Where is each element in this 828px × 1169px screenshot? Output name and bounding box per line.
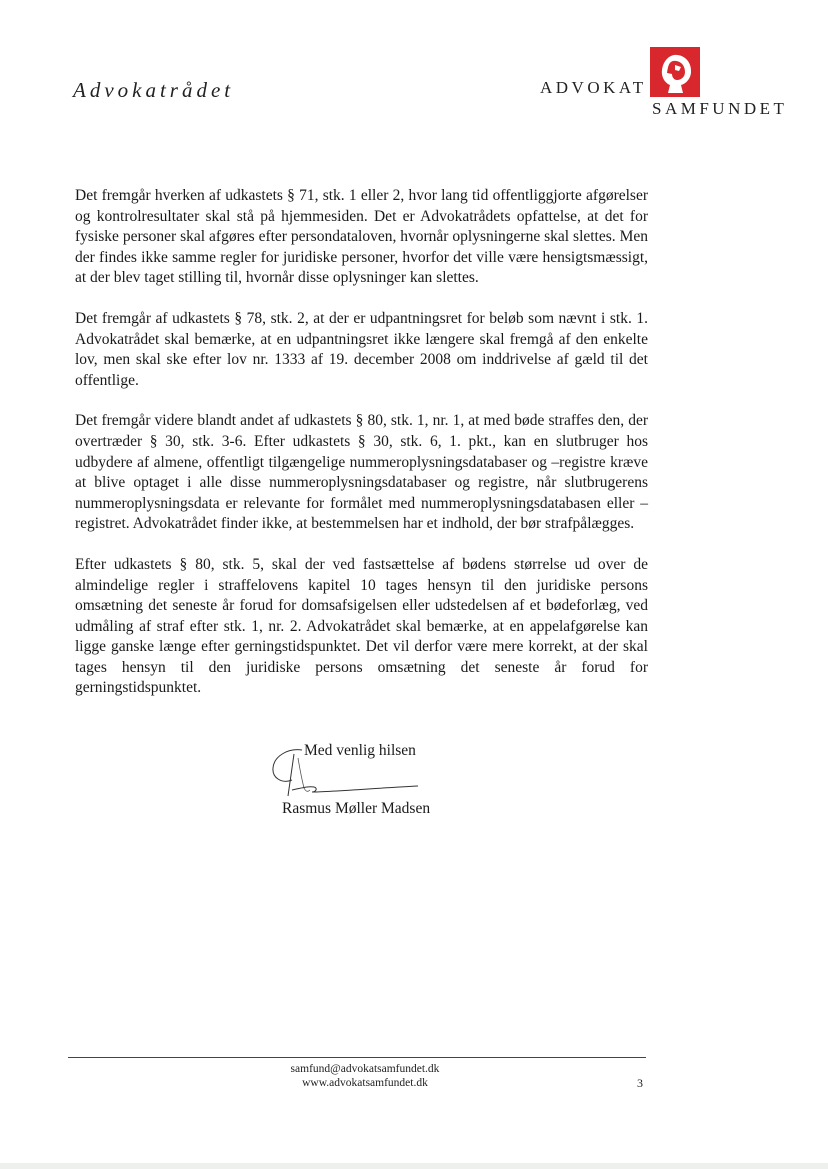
paragraph-3: Det fremgår videre blandt andet af udkastets § 80, stk. 1, nr. 1, at med bøde straffes den, der overtræder § 30, stk. 3-6. Efter udkastets § 30, stk. 6, 1. pkt., kan en slutbruger hos udbydere af almene, offentligt tilgængelige nummeroplysningsdatabaser og –registre kræve at blive optaget i alle disse nummeroplysningsdatabaser og registre, når slutbrugerens nummeroplysningsdata er relevante for formålet med nummeroplysningsdatabasen eller –registret. Advokatrådet finder ikke, at bestemmelsen har et indhold, der bør strafpålægges. — [75, 412, 648, 533]
paragraph-2: Det fremgår af udkastets § 78, stk. 2, at der er udpantningsret for beløb som nævnt i stk. 1. Advokatrådet skal bemærke, at en udpantningsret ikke længere skal fremgå af den enkelte lov, men skal ske efter lov nr. 1333 af 19. december 2008 om inddrivelse af gæld til det offentlige. — [75, 309, 648, 389]
closing-block — [268, 740, 468, 830]
header-title: Advokatrådet — [73, 78, 235, 102]
paragraph-1: Det fremgår hverken af udkastets § 71, stk. 1 eller 2, hvor lang tid offentliggjorte afgørelser og kontrolresultater skal stå på hjemmesiden. Det er Advokatrådets opfattelse, at det for fysiske personer skal afgøres efter persondataloven, hvornår oplysningerne skal slettes. Men der findes ikke samme regler for juridiske personer, hvorfor det ville være hensigtsmæssigt, at der blev taget stilling til, hvornår disse oplysninger kan slettes. — [75, 187, 648, 287]
logo-text-top: ADVOKAT — [540, 78, 647, 97]
letter-body — [75, 186, 648, 719]
paragraph-4: Efter udkastets § 80, stk. 5, skal der ved fastsættelse af bødens størrelse ud over de almindelige regler i straffelovens kapitel 10 tages hensyn til den juridiske persons omsætning det seneste år forud for domsafsigelsen eller udstedelsen af et bødeforlæg, ved udmåling af straf efter stk. 1, nr. 2. Advokatrådet skal bemærke, at en appelafgørelse kan ligge ganske længe efter gerningstidspunktet. Det vil derfor være mere korrekt, at der skal tages hensyn til den juridiske persons omsætning det seneste år forud for gerningstidspunktet. — [75, 555, 648, 697]
logo-text-bottom: SAMFUNDET — [652, 99, 788, 118]
advokatsamfundet-logo-icon — [650, 47, 700, 97]
closing-greeting: Med venlig hilsen — [304, 742, 416, 759]
footer-email: samfund@advokatsamfundet.dk — [290, 1063, 440, 1075]
signer-name: Rasmus Møller Madsen — [282, 800, 431, 817]
page-number: 3 — [637, 1076, 643, 1090]
footer-website: www.advokatsamfundet.dk — [302, 1077, 428, 1089]
scan-edge — [0, 1163, 828, 1169]
footer-divider — [68, 1057, 646, 1058]
